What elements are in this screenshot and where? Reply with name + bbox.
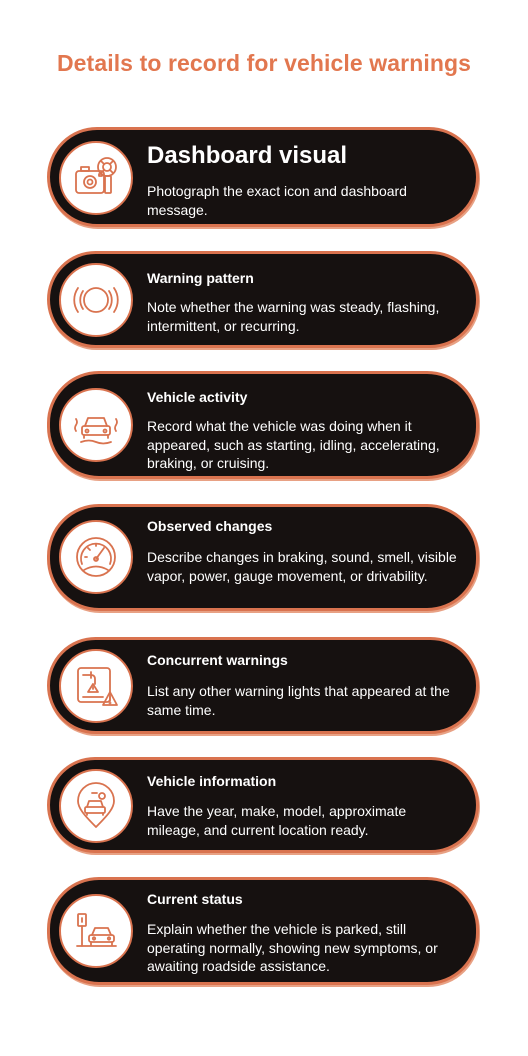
card-description: Describe changes in braking, sound, smell, visible vapor, power, gauge movement, or drivability. xyxy=(147,549,457,584)
skidding-car-icon xyxy=(59,388,133,462)
car-location-pin-icon xyxy=(59,769,133,843)
card-warning-pattern xyxy=(47,251,479,348)
card-description: Note whether the warning was steady, flashing, intermittent, or recurring. xyxy=(147,299,440,334)
card-description: List any other warning lights that appeared at the same time. xyxy=(147,683,450,718)
card-concurrent-warnings xyxy=(47,637,479,734)
card-vehicle-activity xyxy=(47,371,479,479)
card-title: Concurrent warnings xyxy=(147,652,288,668)
card-title: Observed changes xyxy=(147,518,273,534)
warning-circle-icon xyxy=(59,263,133,337)
card-title: Warning pattern xyxy=(147,270,254,286)
parked-car-icon xyxy=(59,894,133,968)
card-description: Explain whether the vehicle is parked, still operating normally, showing new symptoms, or awaiting roadside assistance. xyxy=(147,921,438,974)
card-title: Current status xyxy=(147,891,243,907)
card-title: Vehicle activity xyxy=(147,389,248,405)
card-vehicle-information xyxy=(47,757,479,853)
card-current-status xyxy=(47,877,479,985)
multiple-warnings-icon xyxy=(59,649,133,723)
gauge-icon xyxy=(59,520,133,594)
card-description: Photograph the exact icon and dashboard message. xyxy=(147,183,407,218)
card-title: Vehicle information xyxy=(147,773,277,789)
page-title: Details to record for vehicle warnings xyxy=(56,50,472,76)
card-description: Have the year, make, model, approximate mileage, and current location ready. xyxy=(147,803,407,838)
card-observed-changes xyxy=(47,504,479,611)
card-description: Record what the vehicle was doing when it appeared, such as starting, idling, accelerating, braking, or cruising. xyxy=(147,418,440,471)
camera-lifebuoy-icon xyxy=(59,141,133,215)
card-dashboard-visual xyxy=(47,127,479,227)
card-title: Dashboard visual xyxy=(147,142,348,169)
